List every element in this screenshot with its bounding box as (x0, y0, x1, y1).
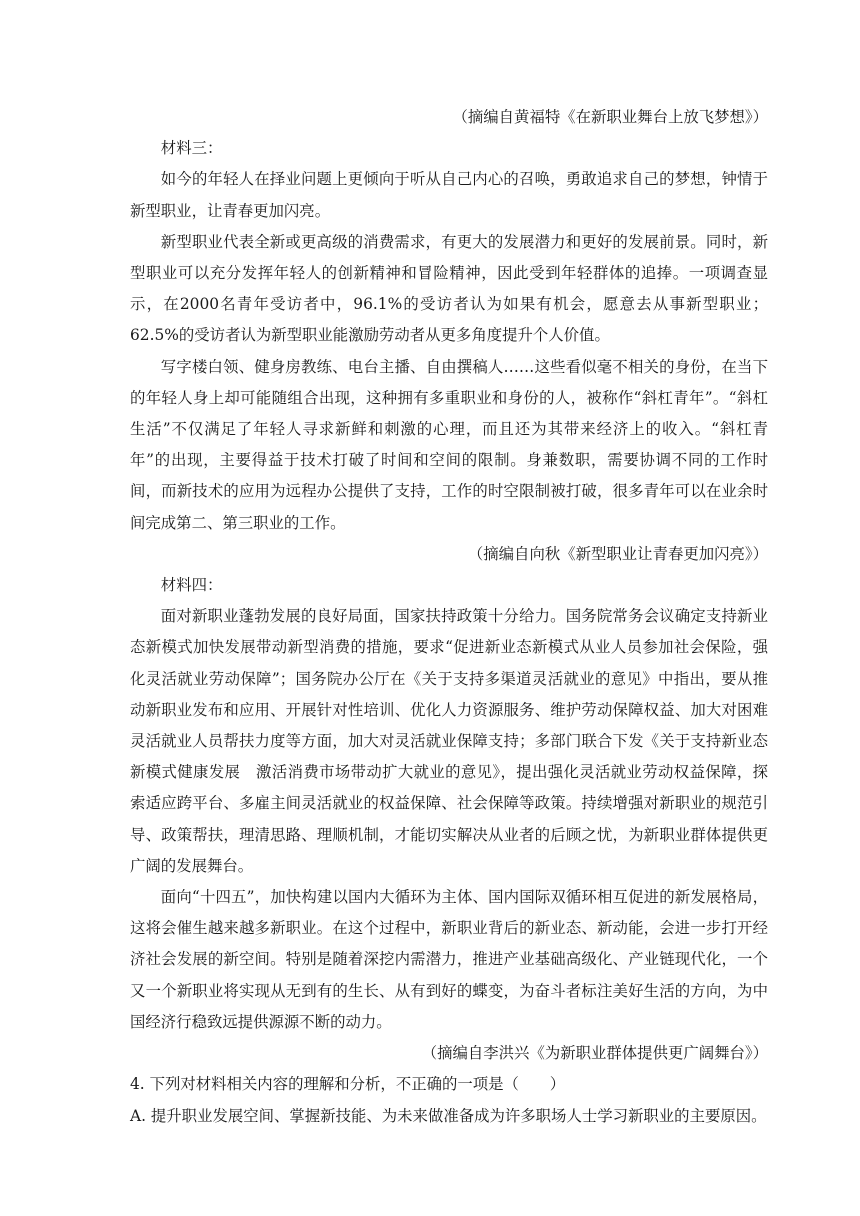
source-citation-4: （摘编自李洪兴《为新职业群体提供更广阔舞台》） (421, 1044, 768, 1063)
material-three-paragraph-3: 写字楼白领、健身房教练、电台主播、自由撰稿人……这些看似毫不相关的身份，在当下的年轻人身上却可能随组合出现，这种拥有多重职业和身份的人，被称作“斜杠青年”。“斜杠生活”不仅满足了年轻人寻求新鲜和刺激的心理，而且还为其带来经济上的收入。“斜杠青年”的出现，主要得益于技术打破了时间和空间的限制。身兼数职，需要协调不同的工作时间，而新技术的应用为远程办公提供了支持，工作的时空限制被打破，很多青年可以在业余时间完成第二、第三职业的工作。 (130, 357, 768, 532)
material-three-paragraph-2: 新型职业代表全新或更高级的消费需求，有更大的发展潜力和更好的发展前景。同时，新型职业可以充分发挥年轻人的创新精神和冒险精神，因此受到年轻群体的追捧。一项调查显示，在2000名青年受访者中，96.1%的受访者认为如果有机会，愿意去从事新型职业；62.5%的受访者认为新型职业能激励劳动者从更多角度提升个人价值。 (130, 232, 768, 345)
answer-option-a: A. 提升职业发展空间、掌握新技能、为未来做准备成为许多职场人士学习新职业的主要原因。 (130, 1106, 767, 1125)
question-stem: 4. 下列对材料相关内容的理解和分析，不正确的一项是（ ） (130, 1075, 566, 1094)
material-four-heading: 材料四： (160, 576, 223, 595)
material-three-heading: 材料三： (160, 139, 223, 158)
source-citation-3: （摘编自向秋《新型职业让青春更加闪亮》） (467, 544, 768, 563)
source-citation-2: （摘编自黄福特《在新职业舞台上放飞梦想》） (452, 108, 768, 126)
material-three-paragraph-1: 如今的年轻人在择业问题上更倾向于听从自己内心的召唤，勇敢追求自己的梦想，钟情于新型职业，让青春更加闪亮。 (130, 170, 768, 220)
material-four-paragraph-1: 面对新职业蓬勃发展的良好局面，国家扶持政策十分给力。国务院常务会议确定支持新业态新模式加快发展带动新型消费的措施，要求“促进新业态新模式从业人员参加社会保险，强化灵活就业劳动保障”；国务院办公厅在《关于支持多渠道灵活就业的意见》中指出，要从推动新职业发布和应用、开展针对性培训、优化人力资源服务、维护劳动保障权益、加大对困难灵活就业人员帮扶力度等方面，加大对灵活就业保障支持；多部门联合下发《关于支持新业态新模式健康发展 激活消费市场带动扩大就业的意见》，提出强化灵活就业劳动权益保障，探索适应跨平台、多雇主间灵活就业的权益保障、社会保障等政策。持续增强对新职业的规范引导、政策帮扶，理清思路、理顺机制，才能切实解决从业者的后顾之忧，为新职业群体提供更广阔的发展舞台。 (130, 607, 768, 875)
material-four-paragraph-2: 面向“十四五”，加快构建以国内大循环为主体、国内国际双循环相互促进的新发展格局，这将会催生越来越多新职业。在这个过程中，新职业背后的新业态、新动能，会进一步打开经济社会发展的新空间。特别是随着深挖内需潜力，推进产业基础高级化、产业链现代化，一个又一个新职业将实现从无到有的生长、从有到好的蝶变，为奋斗者标注美好生活的方向，为中国经济行稳致远提供源源不断的动力。 (130, 888, 768, 1031)
